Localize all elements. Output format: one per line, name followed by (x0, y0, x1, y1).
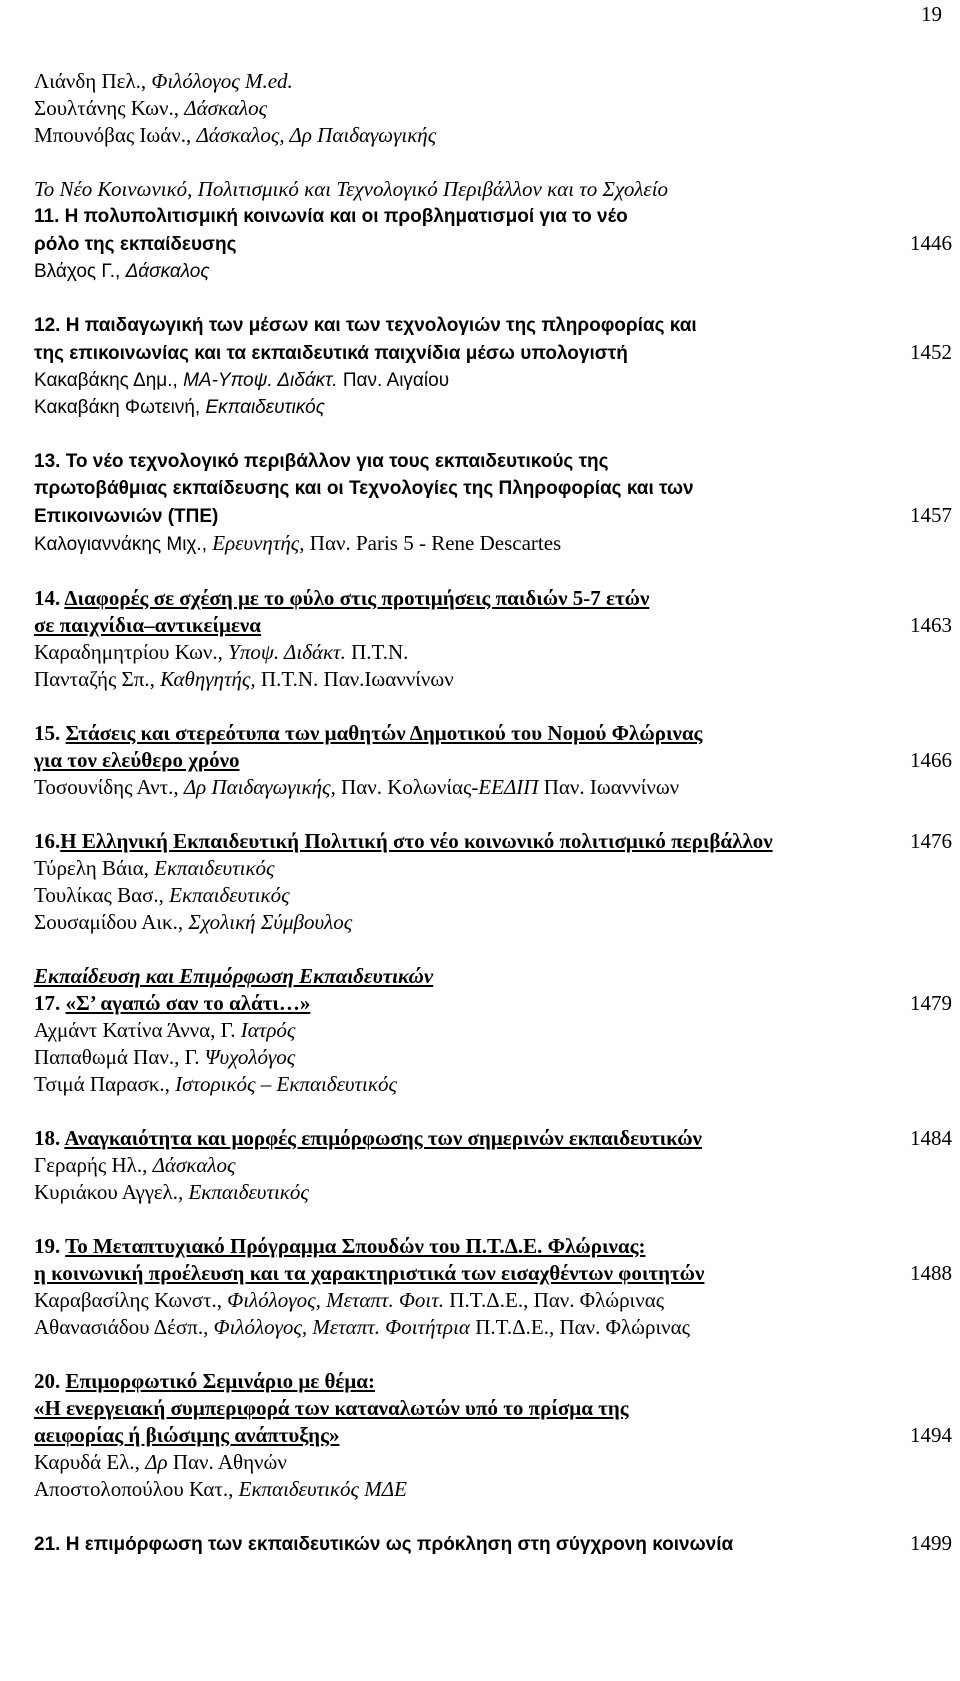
entry-title: 13. Το νέο τεχνολογικό περιβάλλον για τους εκπαιδευτικούς της (34, 451, 609, 472)
section-heading: Το Νέο Κοινωνικό, Πολιτισμικό και Τεχνολογικό Περιβάλλον και το Σχολείο (34, 177, 669, 201)
entry-title-last-line (34, 612, 952, 639)
entry-number: 17. (34, 991, 66, 1015)
author-name: Σουλτάνης Κων., (34, 96, 185, 120)
author-name: Μπουνόβας Ιωάν., (34, 123, 197, 147)
author-line (34, 639, 944, 666)
author-line (34, 1287, 944, 1314)
table-of-contents (34, 68, 952, 1558)
entry-title-last-line (34, 990, 952, 1017)
entry-title: αειφορίας ή βιώσιμης ανάπτυξης» (34, 1423, 340, 1447)
author-role: Φιλόλογος M.ed. (151, 69, 293, 93)
author-institution: Π.Τ.Ν. Παν.Ιωαννίνων (255, 667, 454, 691)
author-institution: Παν. Ιωαννίνων (538, 775, 680, 799)
entry-title: η κοινωνική προέλευση και τα χαρακτηριστικά των εισαχθέντων φοιτητών (34, 1261, 705, 1285)
author-institution: Παν. Αιγαίου (337, 370, 450, 391)
author-line (34, 666, 944, 693)
page-ref: 1466 (910, 748, 952, 772)
author-line (34, 1476, 944, 1503)
author-name: Καραβασίλης Κωνστ., (34, 1288, 228, 1312)
author-institution: Π.Τ.Δ.Ε., Παν. Φλώρινας (444, 1288, 665, 1312)
entry-title-last-line (34, 339, 952, 367)
entry-title: σε παιχνίδια–αντικείμενα (34, 613, 262, 637)
author-role: Καθηγητής, (160, 667, 256, 691)
author-name: Κυριάκου Αγγελ., (34, 1180, 189, 1204)
entry-title: της επικοινωνίας και τα εκπαιδευτικά παιχνίδια μέσω υπολογιστή (34, 343, 628, 364)
page-ref: 1484 (910, 1126, 952, 1150)
author-role: Υποψ. Διδάκτ. (228, 640, 346, 664)
author-name: Πανταζής Σπ., (34, 667, 161, 691)
author-name: Αχμάντ Κατίνα Άννα, Γ. (34, 1018, 241, 1042)
author-name: Καλογιαννάκης Μιχ., (34, 534, 213, 555)
author-name: Κακαβάκη Φωτεινή, (34, 397, 206, 418)
author-role: Εκπαιδευτικός ΜΔΕ (238, 1477, 407, 1501)
author-role: Φιλόλογος, Μεταπτ. Φοιτήτρια (213, 1315, 470, 1339)
entry-title (34, 1395, 944, 1422)
entry-title (34, 1368, 944, 1395)
author-line (34, 1044, 944, 1071)
author-role: Δάσκαλος (152, 1153, 236, 1177)
author-name: Λιάνδη Πελ., (34, 69, 152, 93)
author-role: Ψυχολόγος (204, 1045, 296, 1069)
author-role: Δρ Παιδαγωγικής, (183, 775, 336, 799)
author-role: Εκπαιδευτικός (188, 1180, 309, 1204)
page-ref: 1494 (910, 1423, 952, 1447)
page-ref: 1499 (910, 1531, 952, 1555)
author-name: Καρυδά Ελ., (34, 1450, 146, 1474)
author-name: Γεραρής Ηλ., (34, 1153, 153, 1177)
entry-title: 21. Η επιμόρφωση των εκπαιδευτικών ως πρόκληση στη σύγχρονη κοινωνία (34, 1534, 734, 1555)
author-role: Εκπαιδευτικός (169, 883, 290, 907)
author-line (34, 1071, 944, 1098)
author-name: Καραδημητρίου Κων., (34, 640, 229, 664)
author-role: Δρ (145, 1450, 168, 1474)
author-line (34, 882, 944, 909)
author-role: Δάσκαλος, Δρ Παιδαγωγικής (196, 123, 437, 147)
author-name: Παπαθωμά Παν., Γ. (34, 1045, 205, 1069)
author-role: Σχολική Σύμβουλος (188, 910, 353, 934)
entry-number: 16. (34, 829, 61, 853)
entry-title-last-line (34, 747, 952, 774)
entry-number: 20. (34, 1369, 66, 1393)
author-line (34, 855, 944, 882)
page-ref: 1452 (910, 340, 952, 364)
entry-title (34, 1233, 944, 1260)
entry-title-last-line (34, 828, 952, 855)
author-line (34, 367, 944, 394)
entry-title: 11. Η πολυπολιτισμική κοινωνία και οι προβληματισμοί για το νέο (34, 206, 628, 227)
author-name: Τύρελη Βάια, (34, 856, 155, 880)
entry-title: 12. Η παιδαγωγική των μέσων και των τεχνολογιών της πληροφορίας και (34, 315, 697, 336)
entry-title-text: Διαφορές σε σχέση με το φύλο στις προτιμήσεις παιδιών 5-7 ετών (64, 586, 650, 610)
entry-title-last-line (34, 1422, 952, 1449)
author-name: Σουσαμίδου Αικ., (34, 910, 189, 934)
author-line (34, 258, 944, 285)
author-line (34, 909, 944, 936)
author-line (34, 530, 944, 558)
author-role: Εκπαιδευτικός (154, 856, 275, 880)
author-role: Δάσκαλος (125, 261, 210, 282)
author-line (34, 1449, 944, 1476)
author-role: ΜΑ-Υποψ. Διδάκτ. (183, 370, 338, 391)
page-ref: 1463 (910, 613, 952, 637)
author-name: Αποστολοπούλου Κατ., (34, 1477, 239, 1501)
entry-title (34, 585, 944, 612)
author-institution: Παν. Paris 5 - Rene Descartes (304, 531, 562, 555)
entry-title-last-line (34, 1260, 952, 1287)
author-line (34, 1179, 944, 1206)
author-line (34, 95, 944, 122)
author-role: Εκπαιδευτικός (205, 397, 325, 418)
author-line (34, 122, 944, 149)
author-role: Δάσκαλος (184, 96, 268, 120)
author-name: Κακαβάκης Δημ., (34, 370, 184, 391)
author-line (34, 394, 944, 421)
page-ref: 1457 (910, 503, 952, 527)
entry-title: «Σ’ αγαπώ σαν το αλάτι…» (65, 991, 311, 1015)
entry-title-text: Το Μεταπτυχιακό Πρόγραμμα Σπουδών του Π.Τ.Δ.Ε. Φλώρινας: (65, 1234, 646, 1258)
author-name: Τοσουνίδης Αντ., (34, 775, 184, 799)
author-line (34, 68, 944, 95)
author-role: Φιλόλογος, Μεταπτ. Φοιτ. (227, 1288, 445, 1312)
entry-title-last-line (34, 230, 952, 258)
author-name: Τουλίκας Βασ., (34, 883, 170, 907)
author-line (34, 1152, 944, 1179)
author-name: Βλάχος Γ., (34, 261, 126, 282)
author-institution: Παν. Κολωνίας- (335, 775, 479, 799)
author-institution: Π.Τ.Ν. (345, 640, 409, 664)
entry-number: 18. (34, 1126, 65, 1150)
entry-title: Η Ελληνική Εκπαιδευτική Πολιτική στο νέο κοινωνικό πολιτισμικό περιβάλλον (60, 829, 773, 853)
entry-title: πρωτοβάθμιας εκπαίδευσης και οι Τεχνολογίες της Πληροφορίας και των (34, 478, 694, 499)
entry-title: Επικοινωνιών (ΤΠΕ) (34, 506, 219, 527)
entry-title: Αναγκαιότητα και μορφές επιμόρφωσης των σημερινών εκπαιδευτικών (64, 1126, 702, 1150)
author-role: Ερευνητής, (212, 531, 305, 555)
author-role: Ιστορικός – Εκπαιδευτικός (175, 1072, 397, 1096)
entry-title-text: Επιμορφωτικό Σεμινάριο με θέμα: (65, 1369, 376, 1393)
page-ref: 1479 (910, 991, 952, 1015)
entry-number: 14. (34, 586, 65, 610)
page-number: 19 (921, 2, 942, 26)
author-line (34, 1017, 944, 1044)
entry-title-text: Στάσεις και στερεότυπα των μαθητών Δημοτικού του Νομού Φλώρινας (65, 721, 703, 745)
author-role: ΕΕΔΙΠ (478, 775, 539, 799)
entry-title-text: «Η ενεργειακή συμπεριφορά των καταναλωτών υπό το πρίσμα της (34, 1396, 629, 1420)
entry-number: 19. (34, 1234, 66, 1258)
author-role: Ιατρός (240, 1018, 296, 1042)
author-line (34, 1314, 944, 1341)
entry-title (34, 720, 944, 747)
entry-title-last-line (34, 502, 952, 530)
author-institution: Παν. Αθηνών (167, 1450, 287, 1474)
author-name: Αθανασιάδου Δέσπ., (34, 1315, 214, 1339)
author-institution: Π.Τ.Δ.Ε., Παν. Φλώρινας (469, 1315, 690, 1339)
page-ref: 1446 (910, 231, 952, 255)
entry-title: ρόλο της εκπαίδευσης (34, 234, 237, 255)
entry-title-last-line (34, 1125, 952, 1152)
entry-number: 15. (34, 721, 66, 745)
author-name: Τσιμά Παρασκ., (34, 1072, 176, 1096)
page-ref: 1488 (910, 1261, 952, 1285)
entry-title-last-line (34, 1530, 952, 1558)
entry-title: για τον ελεύθερο χρόνο (34, 748, 240, 772)
author-line (34, 774, 944, 801)
section-heading: Εκπαίδευση και Επιμόρφωση Εκπαιδευτικών (34, 964, 434, 988)
page-ref: 1476 (910, 829, 952, 853)
